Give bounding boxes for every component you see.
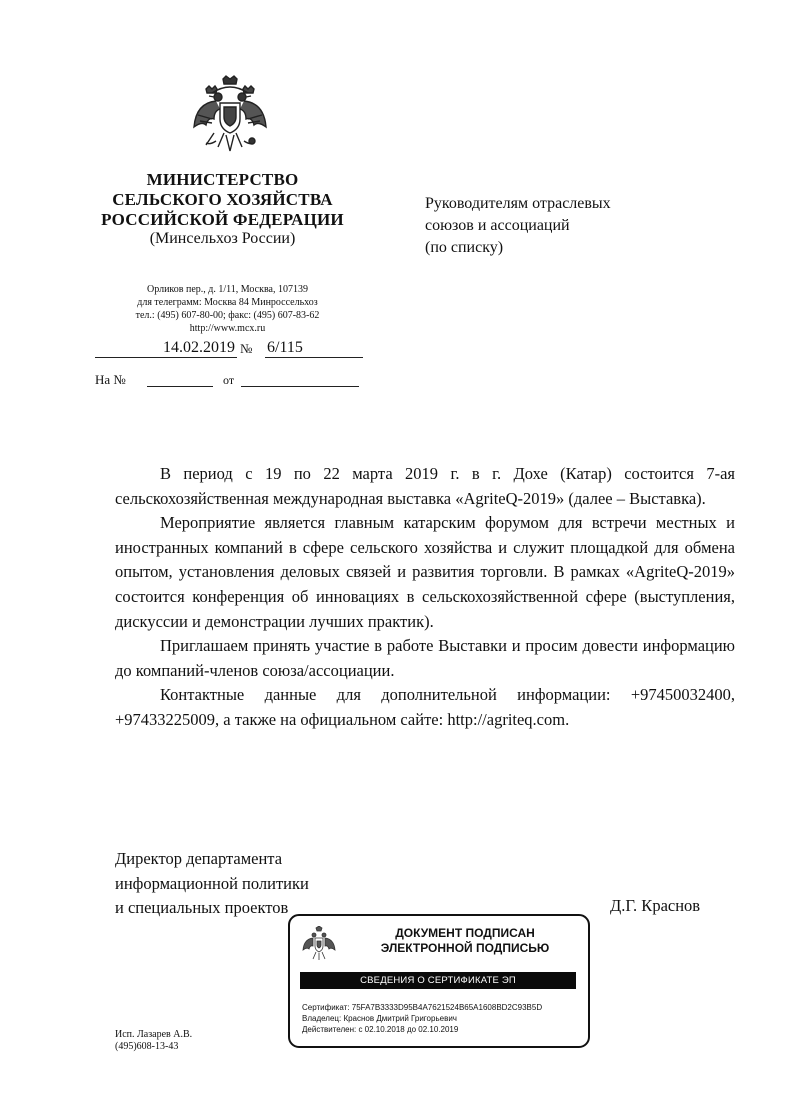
ministry-short-name: (Минсельхоз России) [149, 230, 296, 247]
address-line: Орликов пер., д. 1/11, Москва, 107139 [146, 284, 308, 295]
registration-date: 14.02.2019 [95, 339, 237, 358]
body-paragraph: В период с 19 по 22 марта 2019 г. в г. Дохе (Катар) состоится 7-ая сельскохозяйственная международная выставка «AgriteQ-2019» (далее – Выставка). [115, 464, 735, 508]
signatory-position-line: Директор департамента [115, 849, 283, 868]
reference-number-blank [147, 386, 213, 387]
reference-number-label: На № [95, 372, 126, 387]
certificate-validity: Действителен: с 02.10.2018 до 02.10.2019 [302, 1025, 459, 1034]
registration-number-label: № [240, 341, 253, 356]
stamp-title-line: ЭЛЕКТРОННОЙ ПОДПИСЬЮ [380, 941, 550, 955]
ministry-name-line: МИНИСТЕРСТВО [146, 170, 299, 189]
reference-line [95, 372, 365, 390]
certificate-serial: Сертификат: 75FA7B3333D95B4A7621524B65A1608BD2C93B5D [302, 1003, 543, 1012]
executor-name: Исп. Лазарев А.В. [115, 1029, 193, 1040]
signatory-position-line: и специальных проектов [115, 898, 289, 917]
electronic-signature-stamp [288, 914, 590, 1048]
certificate-owner: Владелец: Краснов Дмитрий Григорьевич [302, 1014, 457, 1023]
stamp-certificate-header: СВЕДЕНИЯ О СЕРТИФИКАТЕ ЭП [300, 972, 576, 989]
executor-info [115, 1029, 192, 1053]
addressee-block [425, 193, 725, 259]
registration-number: 6/115 [265, 339, 363, 358]
stamp-title [350, 926, 580, 956]
reference-date-label: от [223, 373, 235, 387]
stamp-coat-of-arms-icon [302, 926, 336, 962]
registration-line [95, 339, 361, 359]
body-paragraph: Контактные данные для дополнительной информации: +97450032400, +97433225009, а также на официальном сайте: http://agriteq.com. [115, 685, 735, 729]
body-paragraph: Мероприятие является главным катарским форумом для встречи местных и иностранных компаний в сфере сельского хозяйства и служит площадкой для обмена опытом, установления деловых связей и развития торговли. В рамках «AgriteQ-2019» состоится конференция об инновациях в сельскохозяйственной сфере (выступления, дискуссии и демонстрации лучших практик). [115, 513, 735, 631]
addressee-line: Руководителям отраслевых [425, 195, 611, 212]
signatory-name: Д.Г. Краснов [610, 896, 701, 915]
reference-date-blank [241, 386, 359, 387]
ministry-name-line: СЕЛЬСКОГО ХОЗЯЙСТВА [112, 190, 333, 209]
address-line: http://www.mcx.ru [189, 323, 266, 334]
addressee-line: (по списку) [425, 239, 504, 256]
ministry-name [90, 170, 355, 230]
signatory-position-line: информационной политики [115, 873, 309, 893]
executor-phone: (495)608-13-43 [115, 1041, 179, 1052]
stamp-certificate-details [302, 1002, 582, 1035]
ministry-address [105, 283, 350, 335]
addressee-line: союзов и ассоциаций [425, 217, 570, 234]
signatory-position [115, 847, 415, 921]
coat-of-arms-icon [190, 75, 270, 157]
stamp-title-line: ДОКУМЕНТ ПОДПИСАН [395, 926, 535, 940]
ministry-name-line: РОССИЙСКОЙ ФЕДЕРАЦИИ [101, 210, 344, 229]
body-paragraph: Приглашаем принять участие в работе Выставки и просим довести информацию до компаний-членов союза/ассоциации. [115, 636, 735, 680]
letter-body [115, 462, 735, 733]
address-line: тел.: (495) 607-80-00; факс: (495) 607-83-62 [135, 310, 320, 321]
address-line: для телеграмм: Москва 84 Минроссельхоз [137, 297, 318, 308]
